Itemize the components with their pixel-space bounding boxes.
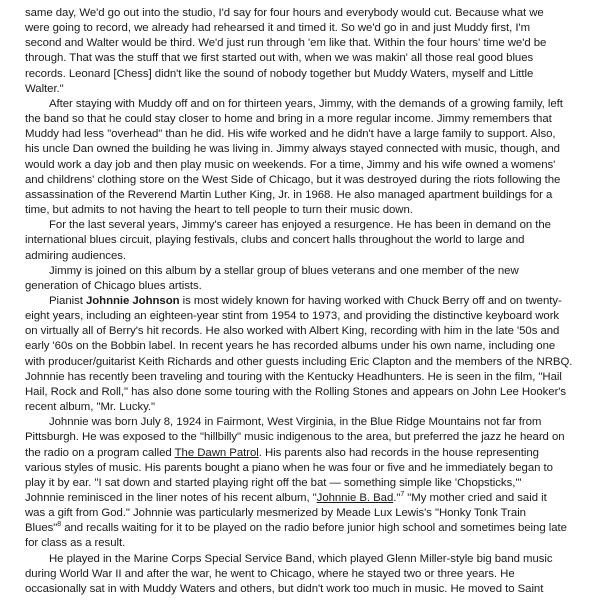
text-line: play it by ear. "I sat down and started playing right off the bat — something simple like 'Chopsticks,'" [25, 476, 522, 489]
text-line: was a gift from God." Johnnie was particularly mesmerized by Meade Lux Lewis's "Honky Tonk Train [25, 507, 526, 520]
text-line: Johnnie was born July 8, 1924 in Fairmont, West Virginia, in the Blue Ridge Mountains not far from [49, 416, 542, 429]
text-line: admiring audiences. [25, 249, 126, 262]
text-line: Johnnie reminisced in the liner notes of his recent album, "Johnnie B. Bad."$^7$ "My mother cried and said it [25, 491, 547, 504]
text-line: and childrens' clothing store on the West Side of Chicago, but it was destroyed during the riots following the [25, 173, 561, 186]
text-line: Muddy had less "overhead" than he did. His wife worked and he didn't have a large family to support. Also, [25, 128, 556, 141]
body-text [25, 6, 585, 597]
text-line: through. That was the stuff that we first started out with, when we was makin' all those real good blues [25, 52, 534, 65]
footnote-marker: 8 [57, 521, 62, 529]
text-line: eight years, including an eighteen-year stint from 1954 to 1973, and providing the distinctive keyboard work [25, 310, 560, 323]
footnote-marker: 7 [400, 491, 405, 499]
title-underline: Johnnie B. Bad [316, 492, 394, 504]
text-line: same day, We'd go out into the studio, I'd say for four hours and everybody would cut. Because what we [25, 7, 544, 19]
text-line: He played in the Marine Corps Special Service Band, which played Glenn Miller-style big band music [49, 552, 553, 565]
text-line: Johnnie has recently been traveling and touring with the Kentucky Headhunters. He is seen in the film, "Hail [25, 370, 562, 383]
text-line: recent album, "Mr. Lucky." [25, 401, 156, 414]
text-line: early '60s on the Bobbin label. In recent years he has recorded albums under his own name, including one [25, 340, 556, 353]
text-line: the band so that he could stay closer to home and bring in a more regular income. Jimmy remembers that [25, 113, 552, 126]
text-line: Pittsburgh. He was exposed to the "hillbilly" music indigenous to the area, but preferred the jazz he heard on [25, 431, 565, 444]
text-line: After staying with Muddy off and on for thirteen years, Jimmy, with the demands of a growing family, left [49, 97, 563, 110]
text-line: occasionally sat in with Muddy Waters and others, but didn't work too much in music. He moved to Saint [25, 582, 544, 595]
text-line: would work a day job and then play music on weekends. For a time, Jimmy and his wife owned a womens' [25, 158, 556, 171]
text-line: on virtually all of Berry's hit records. He also worked with Albert King, recording with him in the late '50s and [25, 325, 560, 338]
text-line: various styles of music. His parents bought a piano when he was four or five and he immediately began to [25, 461, 553, 474]
text-line: Pianist Johnnie Johnson is most widely known for having worked with Chuck Berry off and on twenty- [49, 294, 562, 307]
text-line: records. Leonard [Chess] didn't like the sound of nobody together but Muddy Waters, myself and Little [25, 67, 534, 80]
text-line: assassination of the Reverend Martin Luther King, Jr. in 1968. He also managed apartment buildings for a [25, 188, 553, 201]
text-line: with producer/guitarist Keith Richards and other guests including Eric Clapton and the members of the NRBQ. [25, 355, 573, 368]
text-line: his uncle Dan owned the building he was living in. Jimmy always stayed connected with music, though, and [25, 143, 560, 156]
text-line: international blues circuit, playing festivals, clubs and concert halls throughout the world to large and [25, 234, 525, 247]
paragraph-p1 [25, 6, 585, 97]
text-line: time, but admits to not having the heart to tell people to turn their music down. [25, 204, 413, 217]
paragraph-p7 [25, 552, 585, 597]
paragraph-p6 [25, 415, 585, 551]
name-emphasis: Johnnie Johnson [85, 294, 180, 307]
text-line: Jimmy is joined on this album by a stellar group of blues veterans and one member of the new [49, 264, 519, 277]
paragraph-p4 [25, 264, 585, 294]
paragraph-p2 [25, 97, 585, 218]
text-line: generation of Chicago blues artists. [25, 279, 202, 292]
text-line: for class as a result. [25, 537, 126, 550]
text-line: Walter." [25, 82, 64, 95]
text-line: Hail, Rock and Roll," has also done some touring with the Rolling Stones and appears on John Lee Hooker's [25, 385, 567, 398]
text-line: second and Walter would be third. We'd just run through 'em like that. Within the four hours' time we'd be [25, 37, 547, 50]
text-line: Blues"$^8$ and recalls waiting for it to be played on the radio before junior high school and sometimes being late [25, 521, 567, 535]
text-line: were going to record, we already had rehearsed it and timed it. So we'd go in and just Muddy first, I'm [25, 22, 531, 35]
paragraph-p3 [25, 218, 585, 263]
text-line: the radio on a program called The Dawn Patrol. His parents also had records in the house representing [25, 446, 539, 459]
text-line: during World War II and after the war, he went to Chicago, where he stayed two or three years. He [25, 567, 515, 580]
title-underline: The Dawn Patrol [174, 446, 259, 459]
text-line: For the last several years, Jimmy's career has enjoyed a resurgence. He has been in demand on the [49, 219, 551, 232]
paragraph-p5 [25, 294, 585, 415]
